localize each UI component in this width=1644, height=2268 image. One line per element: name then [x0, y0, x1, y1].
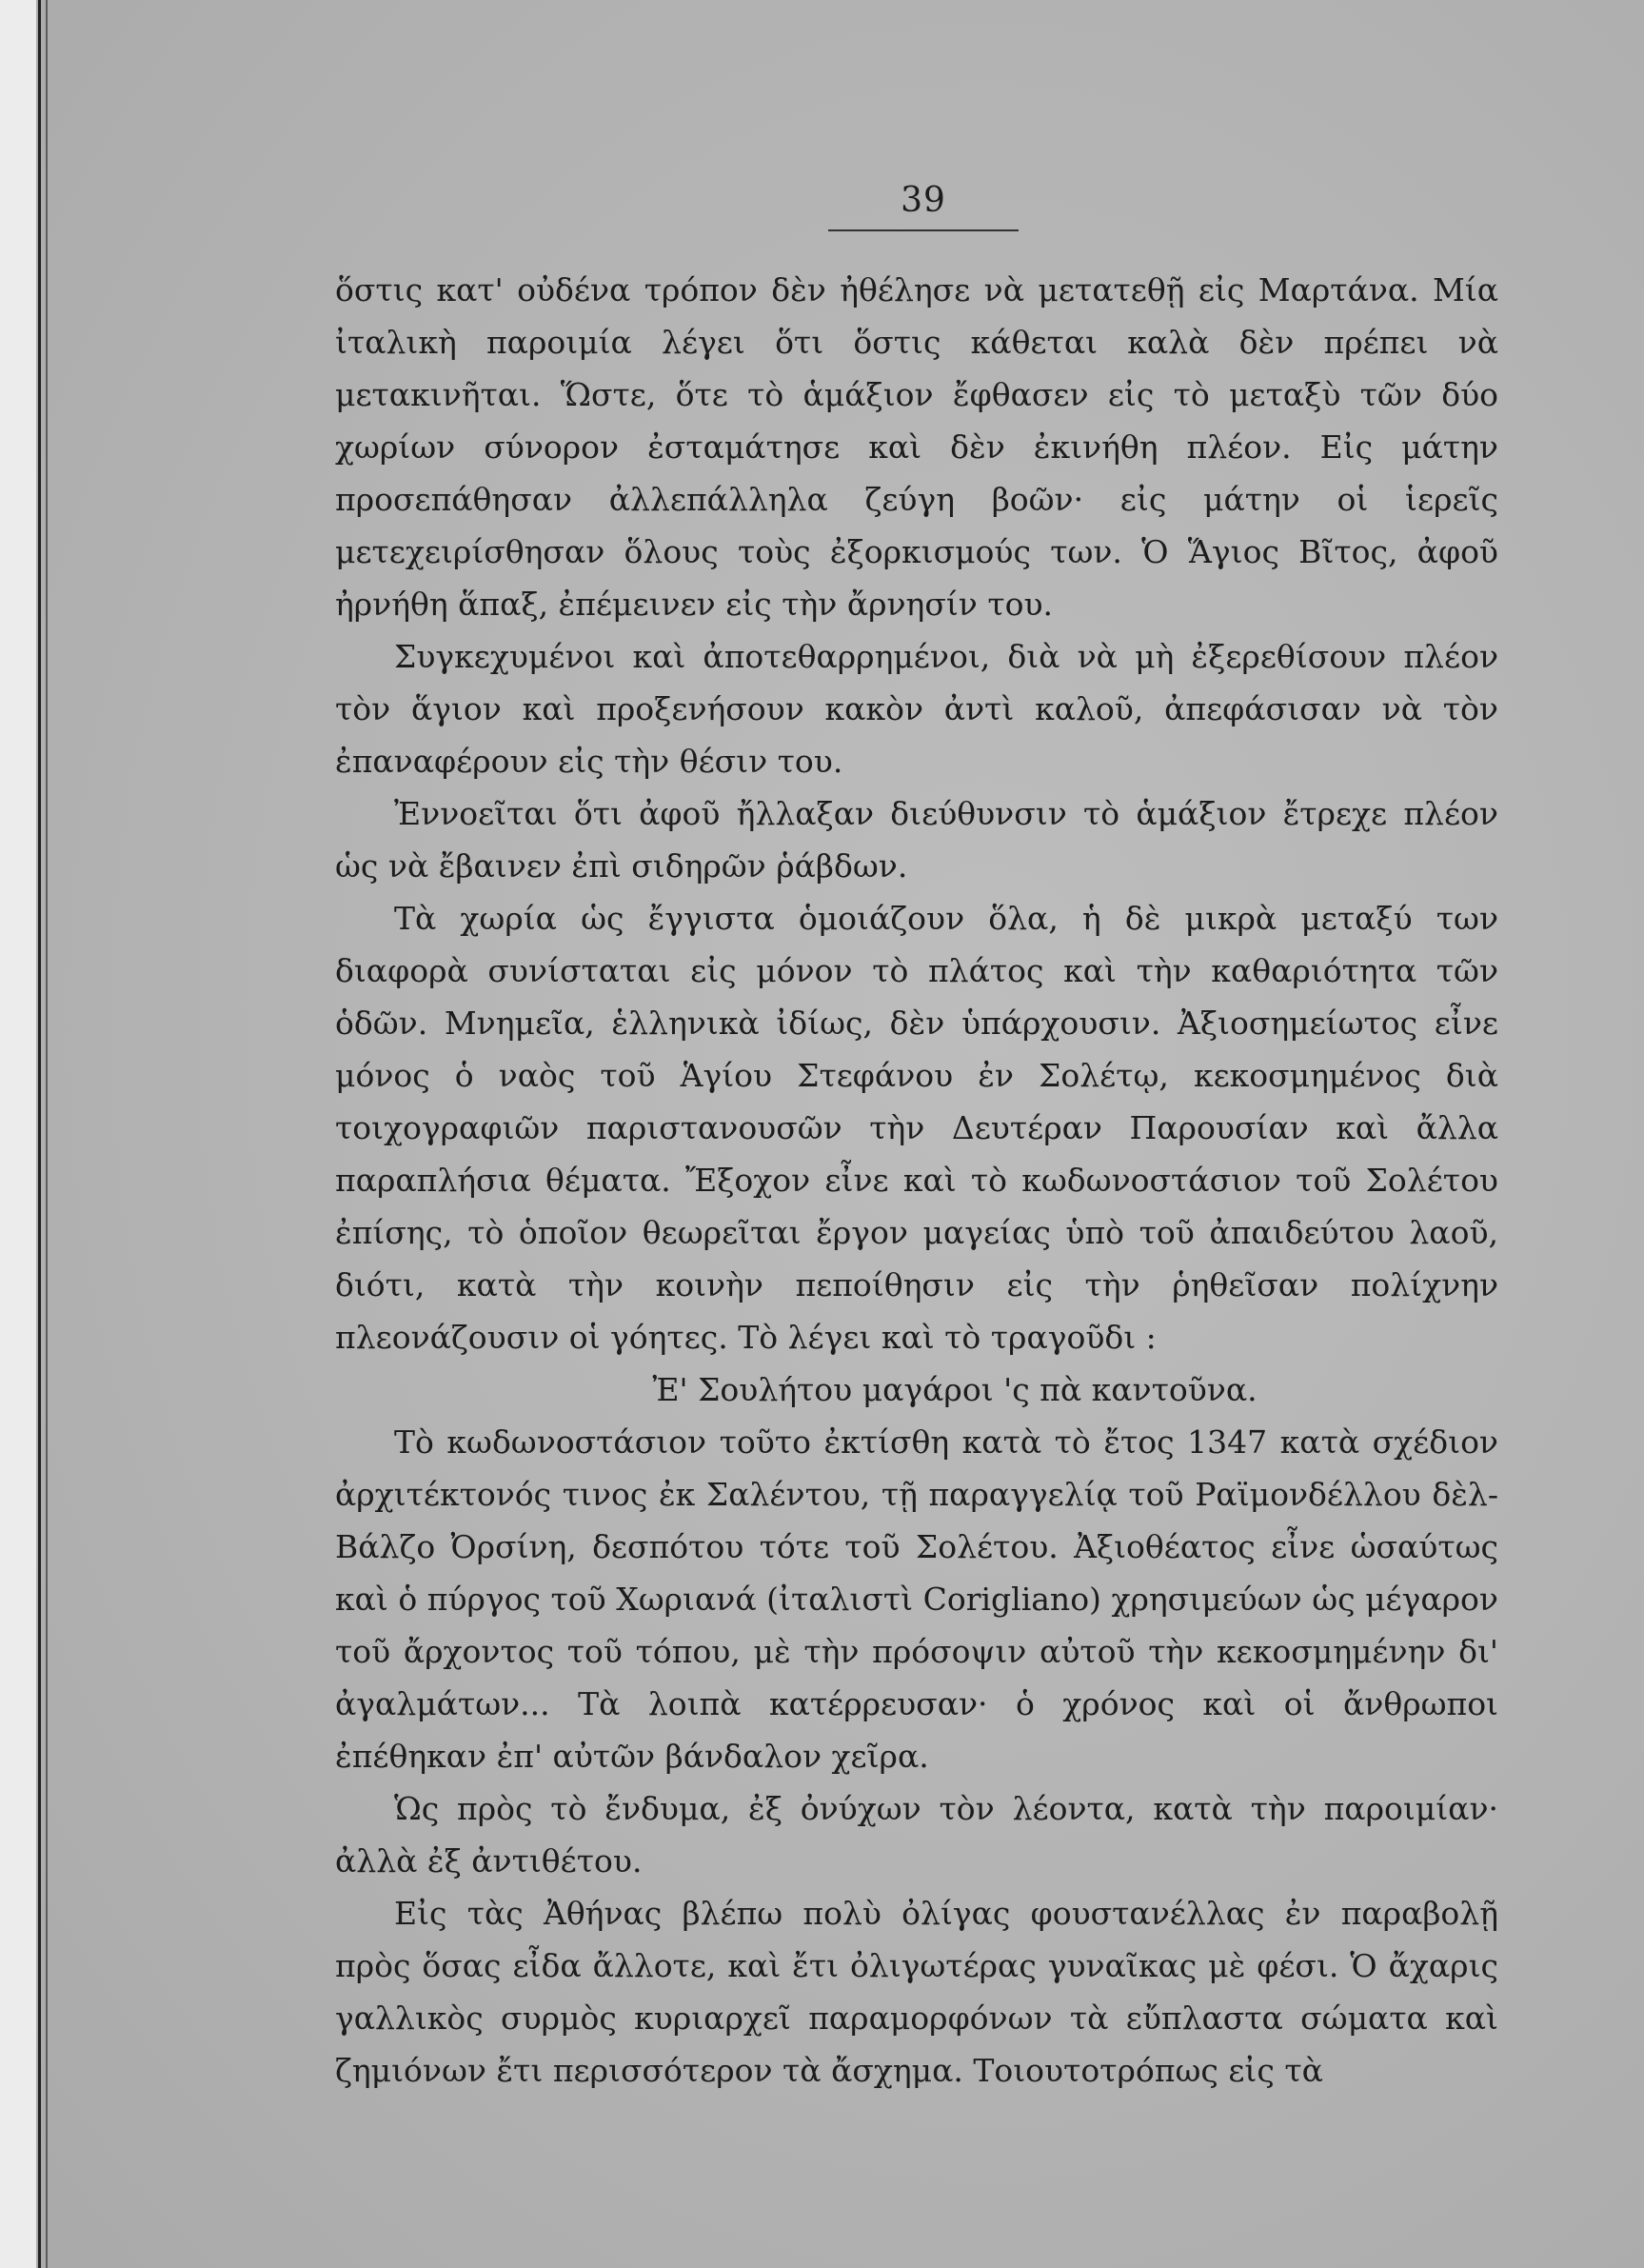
- binding-shadow-line-inner: [46, 0, 48, 2268]
- page-header: [828, 181, 1019, 231]
- paragraph: Τὰ χωρία ὡς ἔγγιστα ὁμοιάζουν ὅλα, ἡ δὲ μικρὰ μεταξύ των διαφορὰ συνίσταται εἰς μόνον τὸ πλάτος καὶ τὴν καθαριότητα τῶν ὁδῶν. Μνημεῖα, ἑλληνικὰ ἰδίως, δὲν ὑπάρχουσιν. Ἀξιοσημείωτος εἶνε μόνος ὁ ναὸς τοῦ Ἁγίου Στεφάνου ἐν Σολέτῳ, κεκοσμημένος διὰ τοιχογραφιῶν παριστανουσῶν τὴν Δευτέραν Παρουσίαν καὶ ἄλλα παραπλήσια θέματα. Ἔξοχον εἶνε καὶ τὸ κωδωνοστάσιον τοῦ Σολέτου ἐπίσης, τὸ ὁποῖον θεωρεῖται ἔργον μαγείας ὑπὸ τοῦ ἀπαιδεύτου λαοῦ, διότι, κατὰ τὴν κοινὴν πεποίθησιν εἰς τὴν ῥηθεῖσαν πολίχνην πλεονάζουσιν οἱ γόητες. Τὸ λέγει καὶ τὸ τραγοῦδι :: [335, 900, 1498, 1356]
- page-binding-edge: [0, 0, 36, 2268]
- body-text: [335, 264, 1498, 2097]
- verse-line: Ἐ' Σουλήτου μαγάροι 'ς πὰ καντοῦνα.: [652, 1371, 1258, 1408]
- paragraph: Συγκεχυμένοι καὶ ἀποτεθαρρημένοι, διὰ νὰ μὴ ἐξερεθίσουν πλέον τὸν ἅγιον καὶ προξενήσουν κακὸν ἀντὶ καλοῦ, ἀπεφάσισαν νὰ τὸν ἐπαναφέρουν εἰς τὴν θέσιν του.: [335, 638, 1498, 780]
- header-rule: [828, 229, 1019, 231]
- paragraph-continuation: ὅστις κατ' οὐδένα τρόπον δὲν ἠθέλησε νὰ μετατεθῇ εἰς Μαρτάνα. Μία ἰταλικὴ παροιμία λέγει ὅτι ὅστις κάθεται καλὰ δὲν πρέπει νὰ μετακινῆται. Ὥστε, ὅτε τὸ ἁμάξιον ἔφθασεν εἰς τὸ μεταξὺ τῶν δύο χωρίων σύνορον ἐσταμάτησε καὶ δὲν ἐκινήθη πλέον. Εἰς μάτην προσεπάθησαν ἀλλεπάλληλα ζεύγη βοῶν· εἰς μάτην οἱ ἱερεῖς μετεχειρίσθησαν ὅλους τοὺς ἐξορκισμούς των. Ὁ Ἅγιος Βῖτος, ἀφοῦ ἠρνήθη ἅπαξ, ἐπέμεινεν εἰς τὴν ἄρνησίν του.: [335, 271, 1498, 623]
- page-number: 39: [901, 181, 946, 220]
- paragraph: Τὸ κωδωνοστάσιον τοῦτο ἐκτίσθη κατὰ τὸ ἔτος 1347 κατὰ σχέδιον ἀρχιτέκτονός τινος ἐκ Σαλέντου, τῇ παραγγελίᾳ τοῦ Ραϊμονδέλλου δὲλ-Βάλζο Ὀρσίνη, δεσπότου τότε τοῦ Σολέτου. Ἀξιοθέατος εἶνε ὡσαύτως καὶ ὁ πύργος τοῦ Χωριανά (ἰταλιστὶ Corigliano) χρησιμεύων ὡς μέγαρον τοῦ ἄρχοντος τοῦ τόπου, μὲ τὴν πρόσοψιν αὐτοῦ τὴν κεκοσμημένην δι' ἀγαλμάτων... Τὰ λοιπὰ κατέρρευσαν· ὁ χρόνος καὶ οἱ ἄνθρωποι ἐπέθηκαν ἐπ' αὐτῶν βάνδαλον χεῖρα.: [335, 1423, 1498, 1775]
- binding-shadow-line: [38, 0, 41, 2268]
- paragraph: Ὡς πρὸς τὸ ἔνδυμα, ἐξ ὀνύχων τὸν λέοντα, κατὰ τὴν παροιμίαν· ἀλλὰ ἐξ ἀντιθέτου.: [335, 1790, 1498, 1880]
- paragraph: Εἰς τὰς Ἀθήνας βλέπω πολὺ ὀλίγας φουστανέλλας ἐν παραβολῇ πρὸς ὅσας εἶδα ἄλλοτε, καὶ ἔτι ὀλιγωτέρας γυναῖκας μὲ φέσι. Ὁ ἄχαρις γαλλικὸς συρμὸς κυριαρχεῖ παραμορφόνων τὰ εὔπλαστα σώματα καὶ ζημιόνων ἔτι περισσότερον τὰ ἄσχημα. Τοιουτοτρόπως εἰς τὰ: [335, 1895, 1498, 2089]
- paragraph: Ἐννοεῖται ὅτι ἀφοῦ ἤλλαξαν διεύθυνσιν τὸ ἁμάξιον ἔτρεχε πλέον ὡς νὰ ἔβαινεν ἐπὶ σιδηρῶν ῥάβδων.: [335, 795, 1498, 885]
